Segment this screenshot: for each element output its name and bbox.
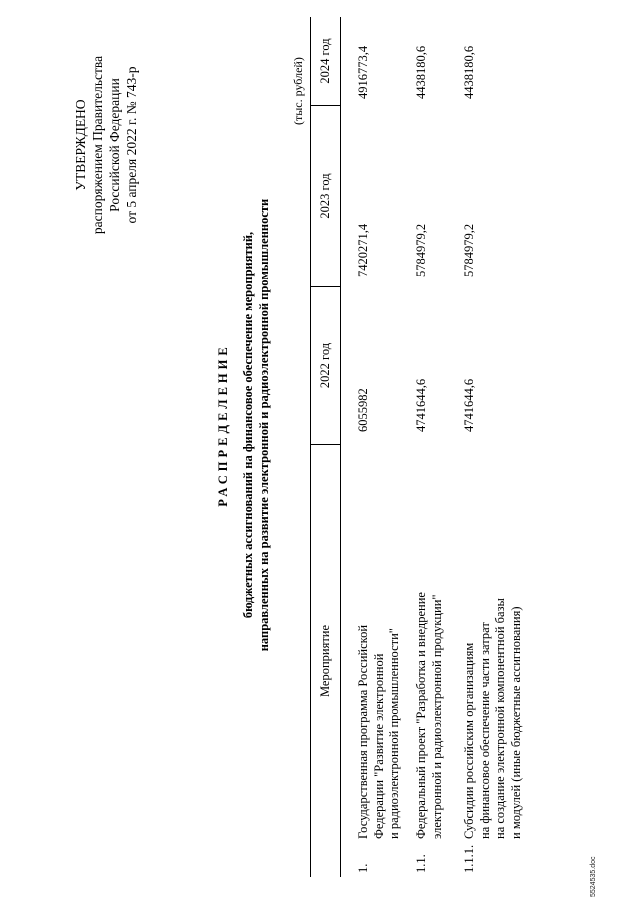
approval-line-4: от 5 апреля 2022 г. № 743-р xyxy=(124,66,139,224)
value-2024: 4438180,6 xyxy=(462,45,476,99)
row-number: 1. xyxy=(356,863,370,873)
row-name xyxy=(414,592,445,839)
header-divider xyxy=(311,286,340,287)
header-2023: 2023 год xyxy=(318,173,332,219)
approval-line-3: Российской Федерации xyxy=(107,78,122,212)
row-name-line: Государственная программа Российской xyxy=(356,624,370,839)
row-name-line: на финансовое обеспечение части затрат xyxy=(477,622,492,839)
document-id: 5524535.doc xyxy=(590,856,597,897)
row-name-line: электронной и радиоэлектронной продукции" xyxy=(429,594,444,839)
table-header xyxy=(310,17,341,877)
header-2024: 2024 год xyxy=(318,38,332,84)
value-2023: 5784979,2 xyxy=(414,223,428,277)
value-2024: 4916773,4 xyxy=(356,45,370,99)
value-2023: 5784979,2 xyxy=(462,223,476,277)
header-2022: 2022 год xyxy=(318,342,332,389)
row-name xyxy=(356,625,403,839)
row-number: 1.1.1. xyxy=(462,844,476,873)
row-name xyxy=(462,598,524,839)
approval-block xyxy=(72,40,140,250)
row-name-line: Федеральный проект "Разработка и внедрение xyxy=(414,592,428,839)
value-2022: 4741644,6 xyxy=(462,378,476,432)
header-divider xyxy=(311,105,340,106)
approval-line-2: распоряжением Правительства xyxy=(90,55,105,235)
row-name-line: Федерации "Развитие электронной xyxy=(371,653,386,839)
approval-line-1: УТВЕРЖДЕНО xyxy=(73,99,88,191)
row-name-line: Субсидии российским организациям xyxy=(462,642,476,839)
document-title: РАСПРЕДЕЛЕНИЕ xyxy=(216,343,230,507)
row-number: 1.1. xyxy=(414,854,428,873)
document-subtitle xyxy=(240,95,272,755)
subtitle-line-1: бюджетных ассигнований на финансовое обеспечение мероприятий, xyxy=(241,231,255,619)
row-name-line: на создание электронной компонентной базы xyxy=(493,598,507,839)
value-2024: 4438180,6 xyxy=(414,45,428,99)
value-2022: 4741644,6 xyxy=(414,378,428,432)
value-2022: 6055982 xyxy=(356,388,370,432)
header-divider xyxy=(311,444,340,445)
row-name-line: и радиоэлектронной промышленности" xyxy=(387,628,401,839)
value-2023: 7420271,4 xyxy=(356,223,370,277)
allocation-table xyxy=(310,17,523,877)
subtitle-line-2: направленных на развитие электронной и радиоэлектронной промышленности xyxy=(257,198,271,652)
header-measure: Мероприятие xyxy=(318,624,332,698)
row-name-line: и модулей (иные бюджетные ассигнования) xyxy=(508,606,523,839)
units-label: (тыс. рублей) xyxy=(291,57,305,125)
